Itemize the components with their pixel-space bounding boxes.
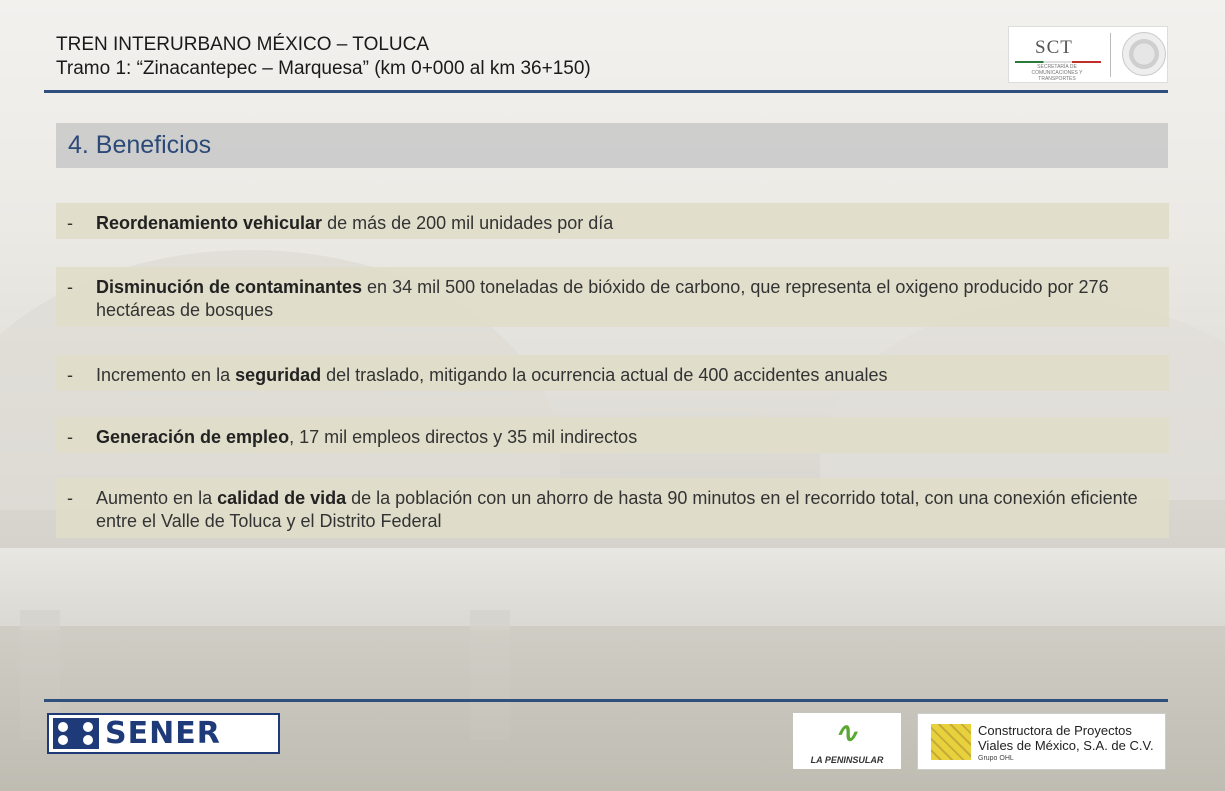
ohl-name-line2: Viales de México, S.A. de C.V.	[978, 738, 1154, 753]
benefit-prefix: Aumento en la	[96, 488, 218, 508]
sct-logo	[1008, 26, 1168, 83]
benefit-text: del traslado, mitigando la ocurrencia actual de 400 accidentes anuales	[321, 365, 888, 385]
benefit-text: , 17 mil empleos directos y 35 mil indirectos	[289, 427, 638, 447]
sener-wordmark: SENER	[105, 716, 221, 751]
benefit-item	[56, 417, 1169, 453]
national-seal-icon	[1122, 32, 1166, 76]
background-mountain	[820, 300, 1225, 500]
bullet-dash: -	[67, 427, 73, 447]
benefit-item	[56, 478, 1169, 538]
bullet-dash: -	[67, 488, 73, 508]
logo-divider	[1110, 33, 1111, 77]
page-subtitle: Tramo 1: “Zinacantepec – Marquesa” (km 0+000 al km 36+150)	[56, 58, 591, 79]
bullet-dash: -	[67, 213, 73, 233]
footer-rule	[44, 699, 1168, 702]
benefit-item	[56, 203, 1169, 239]
peninsular-mark-icon: ∿	[834, 717, 858, 748]
flag-stripe	[1015, 61, 1101, 63]
benefit-keyword: Generación de empleo	[96, 427, 290, 447]
peninsular-wordmark: LA PENINSULAR	[810, 755, 884, 765]
ohl-logo	[917, 713, 1166, 770]
benefit-keyword: seguridad	[235, 365, 322, 385]
benefit-keyword: Reordenamiento vehicular	[96, 213, 323, 233]
bullet-dash: -	[67, 365, 73, 385]
benefit-text: de más de 200 mil unidades por día	[322, 213, 614, 233]
benefit-prefix: Incremento en la	[96, 365, 236, 385]
benefit-item	[56, 267, 1169, 327]
benefit-keyword: Disminución de contaminantes	[96, 277, 363, 297]
ohl-group: Grupo OHL	[978, 755, 1014, 762]
header-rule	[44, 90, 1168, 93]
sener-mark-icon	[53, 718, 99, 749]
ohl-mark-icon	[931, 724, 971, 760]
sener-logo	[47, 713, 280, 754]
benefit-text: en 34 mil 500 toneladas de bióxido de carbono, que representa el oxigeno producido por 276 hectáreas de bosques	[96, 277, 1109, 320]
sct-acronym: SCT	[1035, 37, 1073, 58]
la-peninsular-logo	[793, 713, 901, 769]
sct-name: SECRETARÍA DE COMUNICACIONES Y TRANSPORTES	[1031, 64, 1083, 82]
background-viaduct	[0, 548, 1225, 626]
benefit-item	[56, 355, 1169, 391]
benefit-text: de la población con un ahorro de hasta 90 minutos en el recorrido total, con una conexión eficiente entre el Valle de Toluca y el Distrito Federal	[96, 488, 1138, 531]
page-title: TREN INTERURBANO MÉXICO – TOLUCA	[56, 34, 430, 55]
bullet-dash: -	[67, 277, 73, 297]
section-heading: 4. Beneficios	[56, 123, 1168, 168]
benefit-keyword: calidad de vida	[217, 488, 347, 508]
ohl-name-line1: Constructora de Proyectos	[978, 723, 1132, 738]
